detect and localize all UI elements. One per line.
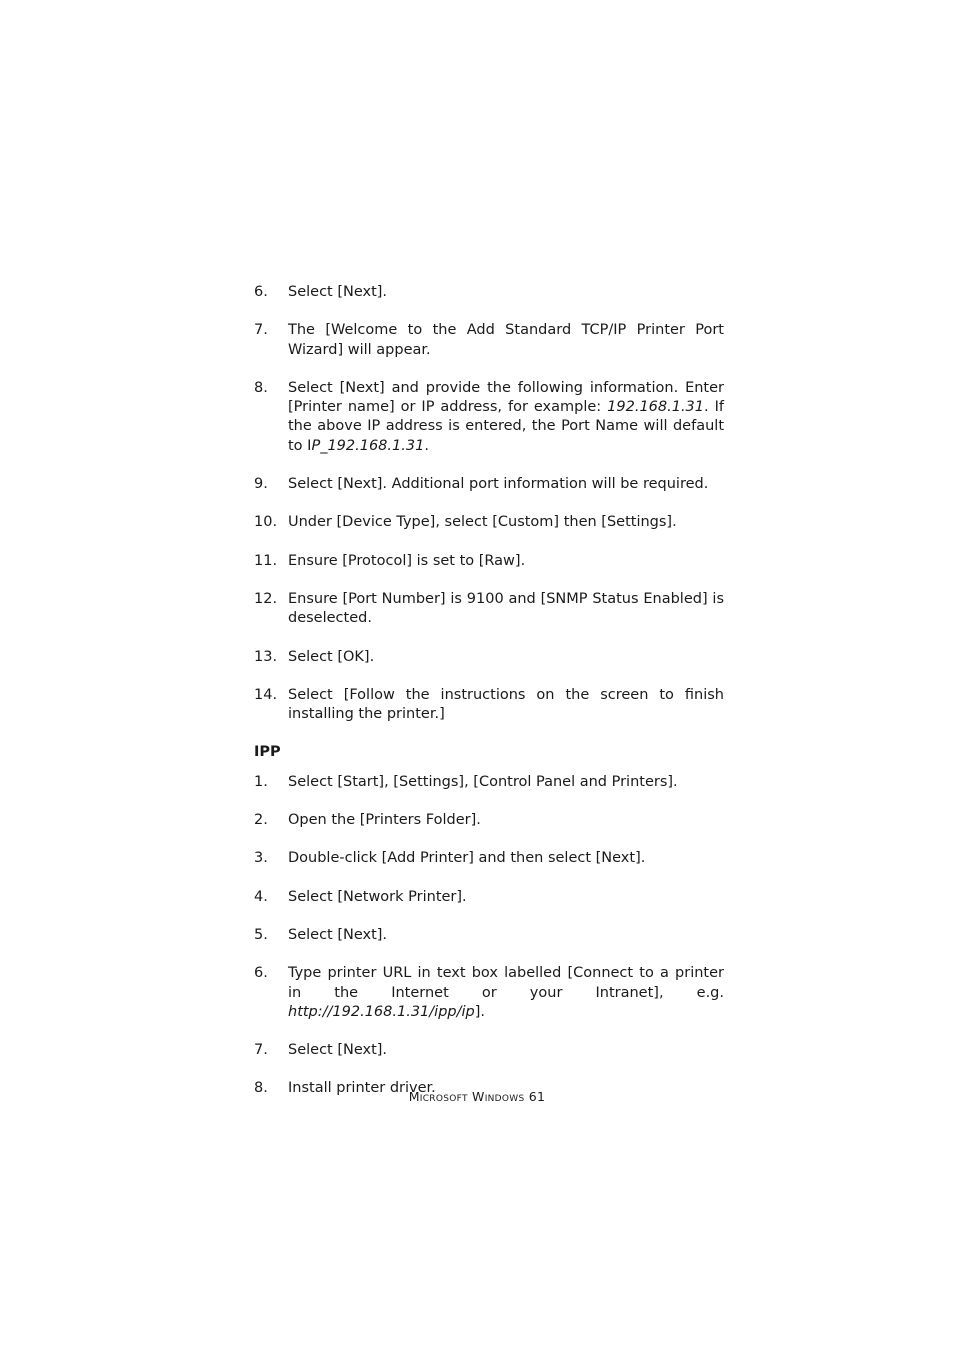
- step-number: 7.: [254, 1042, 268, 1059]
- list-item: [254, 849, 724, 868]
- step-number: 2.: [254, 812, 268, 829]
- step-text-segment: Install printer driver.: [288, 1080, 436, 1097]
- list-item: [254, 888, 724, 907]
- step-number: 11.: [254, 552, 278, 569]
- step-text: [288, 475, 724, 494]
- step-text-italic: http://192.168.1.31/ipp/ip: [288, 1003, 475, 1020]
- step-text: [288, 888, 724, 907]
- step-text: [288, 590, 724, 629]
- step-number: 6.: [254, 284, 268, 300]
- step-text: [288, 1041, 724, 1060]
- step-text: [288, 686, 724, 725]
- step-text: [288, 552, 724, 571]
- step-text: [288, 849, 724, 868]
- step-text: [288, 926, 724, 945]
- step-number: 8.: [254, 1080, 268, 1097]
- step-text-segment: .: [424, 437, 429, 454]
- step-text-segment: . If the above IP address is entered, the Port Name will default to I: [288, 399, 724, 454]
- step-text-segment: Select [Next]. Additional port information will be required.: [288, 476, 709, 493]
- step-text: [288, 513, 724, 532]
- list-item: [254, 686, 724, 725]
- step-text-segment: Select [Start], [Settings], [Control Panel and Printers].: [288, 773, 678, 790]
- step-number: 8.: [254, 379, 268, 396]
- step-text: [288, 811, 724, 830]
- footer-section-title: Microsoft Windows: [408, 1089, 525, 1104]
- step-number: 10.: [254, 514, 278, 531]
- list-item: [254, 964, 724, 1022]
- list-item: [254, 926, 724, 945]
- step-number: 4.: [254, 888, 268, 905]
- step-text: [288, 321, 724, 360]
- section-heading-ipp: IPP: [254, 744, 281, 761]
- step-text-segment: Double-click [Add Printer] and then select [Next].: [288, 850, 646, 867]
- step-text-segment: Select [Follow the instructions on the screen to finish installing the printer.]: [288, 686, 724, 723]
- list-item: [254, 321, 724, 360]
- step-text-segment: Ensure [Port Number] is 9100 and [SNMP Status Enabled] is deselected.: [288, 590, 724, 627]
- footer-page-number: 61: [528, 1089, 546, 1104]
- list-item: [254, 648, 724, 667]
- list-item: [254, 1041, 724, 1060]
- step-number: 1.: [254, 773, 268, 790]
- step-number: 3.: [254, 850, 268, 867]
- step-text: [288, 648, 724, 667]
- step-number: 9.: [254, 476, 268, 493]
- page-footer: [0, 1089, 954, 1104]
- step-text: [288, 773, 724, 792]
- list-item: [254, 773, 724, 792]
- step-number: 13.: [254, 648, 278, 665]
- step-text-segment: Select [Next].: [288, 1042, 388, 1059]
- step-text-segment: Select [Next] and provide the following information. Enter [Printer name] or IP address, for example:: [288, 379, 724, 416]
- step-text-segment: Under [Device Type], select [Custom] then [Settings].: [288, 514, 677, 531]
- steps-list-continued: [254, 283, 724, 724]
- step-text-segment: Select [Next].: [288, 284, 388, 300]
- page-content: [254, 283, 724, 1118]
- list-item: [254, 513, 724, 532]
- step-number: 14.: [254, 686, 278, 703]
- list-item: [254, 811, 724, 830]
- step-text-segment: Select [OK].: [288, 648, 375, 665]
- step-text-italic: 192.168.1.31: [607, 399, 705, 416]
- list-item: [254, 379, 724, 456]
- steps-list-ipp: [254, 773, 724, 1099]
- list-item: [254, 552, 724, 571]
- step-text-segment: The [Welcome to the Add Standard TCP/IP Printer Port Wizard] will appear.: [288, 322, 724, 358]
- step-text-italic: P_192.168.1.31: [311, 437, 425, 454]
- step-text-segment: Type printer URL in text box labelled [Connect to a printer in the Internet or your Intranet], e.g.: [288, 965, 724, 1001]
- list-item: [254, 475, 724, 494]
- step-number: 5.: [254, 926, 268, 943]
- step-text-segment: Open the [Printers Folder].: [288, 812, 481, 829]
- step-text-segment: Ensure [Protocol] is set to [Raw].: [288, 552, 526, 569]
- step-text-segment: ].: [474, 1003, 485, 1020]
- step-text-segment: Select [Next].: [288, 926, 388, 943]
- step-text: [288, 283, 724, 302]
- step-text: [288, 964, 724, 1022]
- step-number: 12.: [254, 590, 278, 607]
- step-number: 7.: [254, 322, 268, 339]
- list-item: [254, 283, 724, 302]
- step-text-segment: Select [Network Printer].: [288, 888, 467, 905]
- step-number: 6.: [254, 965, 268, 982]
- ipp-section: [254, 743, 724, 1098]
- list-item: [254, 590, 724, 629]
- step-text: [288, 379, 724, 456]
